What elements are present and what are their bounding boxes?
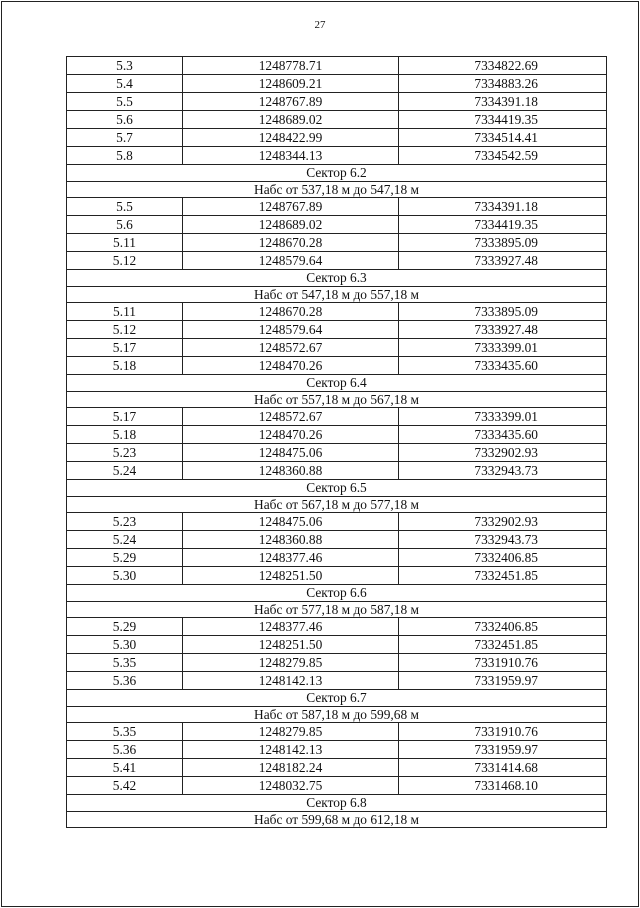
y-coordinate-cell: 7331414.68 (399, 759, 607, 777)
y-coordinate-cell: 7334514.41 (399, 129, 607, 147)
point-number-cell: 5.24 (67, 462, 183, 480)
sector-title-row (67, 585, 607, 602)
x-coordinate-cell: 1248032.75 (183, 777, 399, 795)
sector-subtitle: Набс от 567,18 м до 577,18 м (67, 496, 607, 513)
table-row (67, 513, 607, 531)
y-coordinate-cell: 7332902.93 (399, 444, 607, 462)
x-coordinate-cell: 1248689.02 (183, 216, 399, 234)
table-row (67, 93, 607, 111)
table-row (67, 198, 607, 216)
table-row (67, 741, 607, 759)
point-number-cell: 5.8 (67, 147, 183, 165)
point-number-cell: 5.18 (67, 426, 183, 444)
y-coordinate-cell: 7332902.93 (399, 513, 607, 531)
point-number-cell: 5.12 (67, 252, 183, 270)
point-number-cell: 5.23 (67, 513, 183, 531)
x-coordinate-cell: 1248279.85 (183, 723, 399, 741)
sector-title-row (67, 165, 607, 182)
x-coordinate-cell: 1248377.46 (183, 618, 399, 636)
x-coordinate-cell: 1248689.02 (183, 111, 399, 129)
table-row (67, 672, 607, 690)
x-coordinate-cell: 1248182.24 (183, 759, 399, 777)
point-number-cell: 5.42 (67, 777, 183, 795)
point-number-cell: 5.11 (67, 303, 183, 321)
y-coordinate-cell: 7333895.09 (399, 234, 607, 252)
x-coordinate-cell: 1248572.67 (183, 339, 399, 357)
point-number-cell: 5.5 (67, 198, 183, 216)
x-coordinate-cell: 1248475.06 (183, 513, 399, 531)
y-coordinate-cell: 7333435.60 (399, 426, 607, 444)
sector-subtitle: Набс от 557,18 м до 567,18 м (67, 391, 607, 408)
point-number-cell: 5.30 (67, 636, 183, 654)
x-coordinate-cell: 1248142.13 (183, 672, 399, 690)
y-coordinate-cell: 7331910.76 (399, 723, 607, 741)
point-number-cell: 5.29 (67, 618, 183, 636)
x-coordinate-cell: 1248579.64 (183, 252, 399, 270)
x-coordinate-cell: 1248767.89 (183, 198, 399, 216)
table-row (67, 549, 607, 567)
sector-subtitle-row (67, 811, 607, 828)
x-coordinate-cell: 1248377.46 (183, 549, 399, 567)
table-row (67, 129, 607, 147)
sector-subtitle-row (67, 496, 607, 513)
x-coordinate-cell: 1248360.88 (183, 462, 399, 480)
sector-title-row (67, 690, 607, 707)
table-row (67, 252, 607, 270)
sector-subtitle-row (67, 601, 607, 618)
table-row (67, 321, 607, 339)
point-number-cell: 5.6 (67, 216, 183, 234)
table-row (67, 75, 607, 93)
table-row (67, 618, 607, 636)
y-coordinate-cell: 7332451.85 (399, 636, 607, 654)
table-row (67, 444, 607, 462)
sector-title: Сектор 6.5 (67, 480, 607, 497)
point-number-cell: 5.35 (67, 654, 183, 672)
y-coordinate-cell: 7334391.18 (399, 198, 607, 216)
x-coordinate-cell: 1248251.50 (183, 636, 399, 654)
y-coordinate-cell: 7332943.73 (399, 462, 607, 480)
sector-title-row (67, 480, 607, 497)
coordinates-table (66, 56, 607, 828)
x-coordinate-cell: 1248360.88 (183, 531, 399, 549)
sector-title: Сектор 6.3 (67, 270, 607, 287)
point-number-cell: 5.18 (67, 357, 183, 375)
table-row (67, 234, 607, 252)
table-row (67, 723, 607, 741)
sector-subtitle: Набс от 599,68 м до 612,18 м (67, 811, 607, 828)
x-coordinate-cell: 1248609.21 (183, 75, 399, 93)
y-coordinate-cell: 7332451.85 (399, 567, 607, 585)
table-row (67, 357, 607, 375)
y-coordinate-cell: 7331468.10 (399, 777, 607, 795)
x-coordinate-cell: 1248670.28 (183, 234, 399, 252)
x-coordinate-cell: 1248579.64 (183, 321, 399, 339)
x-coordinate-cell: 1248344.13 (183, 147, 399, 165)
sector-title-row (67, 270, 607, 287)
y-coordinate-cell: 7331959.97 (399, 672, 607, 690)
point-number-cell: 5.17 (67, 408, 183, 426)
sector-title: Сектор 6.6 (67, 585, 607, 602)
table-row (67, 339, 607, 357)
point-number-cell: 5.17 (67, 339, 183, 357)
point-number-cell: 5.29 (67, 549, 183, 567)
y-coordinate-cell: 7332943.73 (399, 531, 607, 549)
y-coordinate-cell: 7334391.18 (399, 93, 607, 111)
y-coordinate-cell: 7334883.26 (399, 75, 607, 93)
sector-title: Сектор 6.4 (67, 375, 607, 392)
y-coordinate-cell: 7331910.76 (399, 654, 607, 672)
y-coordinate-cell: 7333399.01 (399, 408, 607, 426)
x-coordinate-cell: 1248778.71 (183, 57, 399, 75)
table-row (67, 216, 607, 234)
y-coordinate-cell: 7334542.59 (399, 147, 607, 165)
point-number-cell: 5.3 (67, 57, 183, 75)
table-row (67, 777, 607, 795)
sector-title: Сектор 6.2 (67, 165, 607, 182)
point-number-cell: 5.6 (67, 111, 183, 129)
y-coordinate-cell: 7333895.09 (399, 303, 607, 321)
x-coordinate-cell: 1248279.85 (183, 654, 399, 672)
point-number-cell: 5.12 (67, 321, 183, 339)
x-coordinate-cell: 1248475.06 (183, 444, 399, 462)
point-number-cell: 5.41 (67, 759, 183, 777)
sector-subtitle-row (67, 391, 607, 408)
point-number-cell: 5.23 (67, 444, 183, 462)
y-coordinate-cell: 7333435.60 (399, 357, 607, 375)
table-row (67, 408, 607, 426)
sector-subtitle: Набс от 587,18 м до 599,68 м (67, 706, 607, 723)
table-row (67, 57, 607, 75)
table-row (67, 111, 607, 129)
x-coordinate-cell: 1248572.67 (183, 408, 399, 426)
table-row (67, 567, 607, 585)
point-number-cell: 5.36 (67, 741, 183, 759)
point-number-cell: 5.5 (67, 93, 183, 111)
point-number-cell: 5.24 (67, 531, 183, 549)
page-number: 27 (314, 19, 326, 31)
y-coordinate-cell: 7331959.97 (399, 741, 607, 759)
table-row (67, 303, 607, 321)
point-number-cell: 5.11 (67, 234, 183, 252)
point-number-cell: 5.36 (67, 672, 183, 690)
x-coordinate-cell: 1248251.50 (183, 567, 399, 585)
point-number-cell: 5.7 (67, 129, 183, 147)
y-coordinate-cell: 7332406.85 (399, 618, 607, 636)
table-row (67, 426, 607, 444)
y-coordinate-cell: 7333927.48 (399, 321, 607, 339)
y-coordinate-cell: 7334419.35 (399, 216, 607, 234)
point-number-cell: 5.30 (67, 567, 183, 585)
sector-subtitle-row (67, 286, 607, 303)
sector-title-row (67, 375, 607, 392)
y-coordinate-cell: 7332406.85 (399, 549, 607, 567)
sector-title: Сектор 6.7 (67, 690, 607, 707)
sector-title-row (67, 795, 607, 812)
x-coordinate-cell: 1248470.26 (183, 426, 399, 444)
x-coordinate-cell: 1248142.13 (183, 741, 399, 759)
sector-subtitle: Набс от 577,18 м до 587,18 м (67, 601, 607, 618)
y-coordinate-cell: 7334419.35 (399, 111, 607, 129)
table-row (67, 759, 607, 777)
table-row (67, 636, 607, 654)
table-row (67, 654, 607, 672)
sector-subtitle-row (67, 706, 607, 723)
x-coordinate-cell: 1248422.99 (183, 129, 399, 147)
y-coordinate-cell: 7334822.69 (399, 57, 607, 75)
y-coordinate-cell: 7333399.01 (399, 339, 607, 357)
x-coordinate-cell: 1248767.89 (183, 93, 399, 111)
table-row (67, 531, 607, 549)
point-number-cell: 5.4 (67, 75, 183, 93)
table-row (67, 147, 607, 165)
sector-subtitle: Набс от 547,18 м до 557,18 м (67, 286, 607, 303)
y-coordinate-cell: 7333927.48 (399, 252, 607, 270)
table-row (67, 462, 607, 480)
x-coordinate-cell: 1248670.28 (183, 303, 399, 321)
sector-title: Сектор 6.8 (67, 795, 607, 812)
point-number-cell: 5.35 (67, 723, 183, 741)
x-coordinate-cell: 1248470.26 (183, 357, 399, 375)
sector-subtitle-row (67, 181, 607, 198)
sector-subtitle: Набс от 537,18 м до 547,18 м (67, 181, 607, 198)
